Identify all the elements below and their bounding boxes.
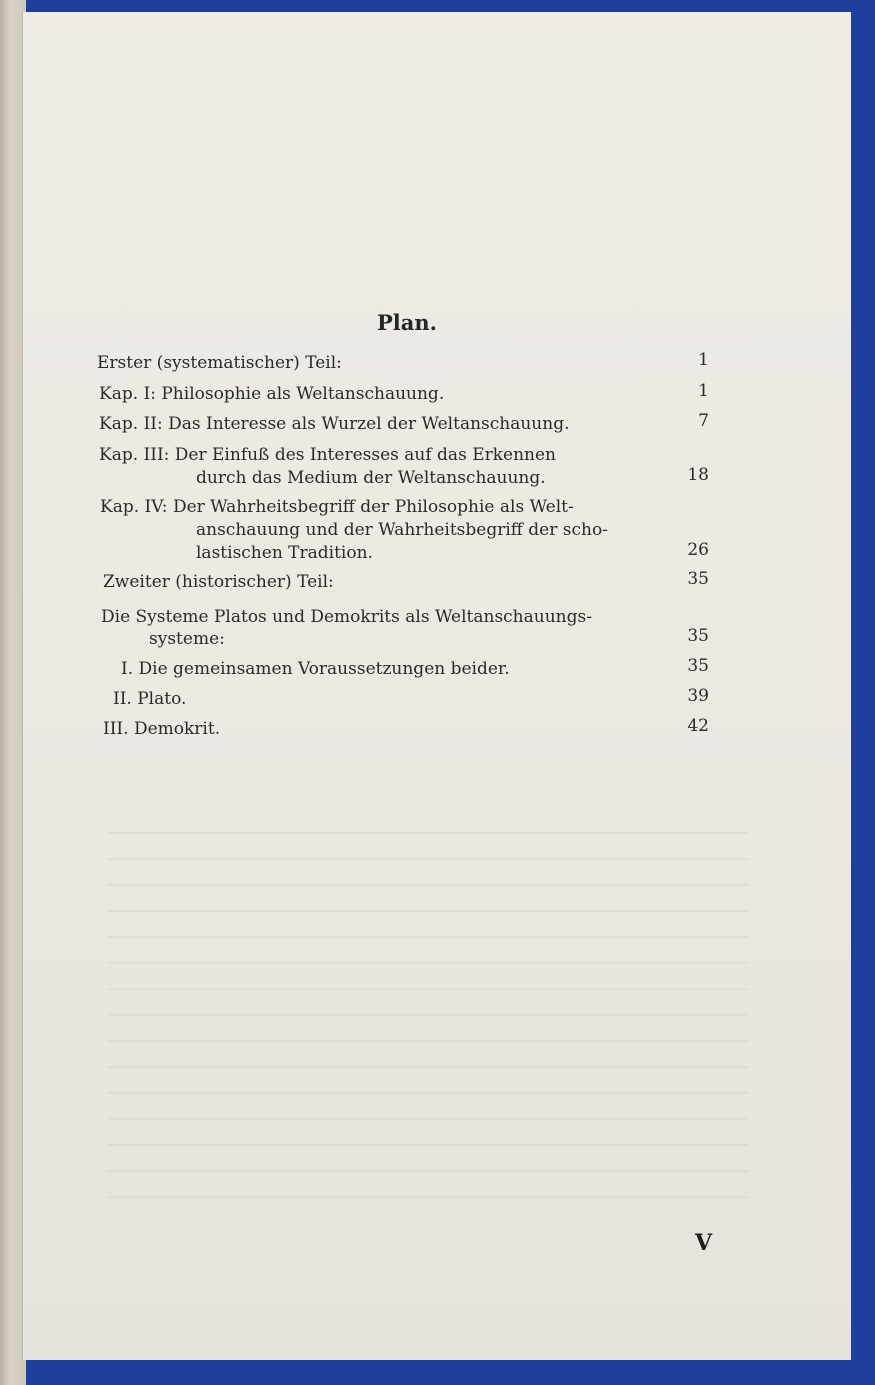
toc-chapter-2: Kap. II: Das Interesse als Wurzel der Weltanschauung. bbox=[99, 414, 570, 434]
page-number: V bbox=[695, 1230, 713, 1256]
page-title: Plan. bbox=[377, 310, 437, 335]
book-page bbox=[22, 12, 851, 1360]
toc-page-number: 39 bbox=[687, 686, 709, 706]
toc-chapter-4-continued: anschauung und der Wahrheitsbegriff der scho- bbox=[196, 520, 608, 540]
toc-section-continued: systeme: bbox=[149, 629, 225, 649]
toc-chapter-1: Kap. I: Philosophie als Weltanschauung. bbox=[99, 384, 445, 404]
toc-subsection-2: II. Plato. bbox=[113, 689, 187, 709]
toc-chapter-4: Kap. IV: Der Wahrheitsbegriff der Philosophie als Welt- bbox=[100, 497, 574, 517]
toc-section: Die Systeme Platos und Demokrits als Weltanschauungs- bbox=[101, 607, 592, 627]
toc-page-number: 7 bbox=[698, 411, 709, 431]
toc-part-2: Zweiter (historischer) Teil: bbox=[103, 572, 334, 592]
toc-page-number: 35 bbox=[687, 626, 709, 646]
toc-page-number: 1 bbox=[698, 350, 709, 370]
toc-page-number: 35 bbox=[687, 656, 709, 676]
show-through-text bbox=[108, 832, 748, 1212]
toc-page-number: 1 bbox=[698, 381, 709, 401]
toc-part-1: Erster (systematischer) Teil: bbox=[97, 353, 342, 373]
toc-page-number: 26 bbox=[687, 540, 709, 560]
toc-chapter-3: Kap. III: Der Einfuß des Interesses auf das Erkennen bbox=[99, 445, 556, 465]
toc-subsection-1: I. Die gemeinsamen Voraussetzungen beider. bbox=[121, 659, 510, 679]
toc-chapter-4-continued: lastischen Tradition. bbox=[196, 543, 373, 563]
toc-chapter-3-continued: durch das Medium der Weltanschauung. bbox=[196, 468, 546, 488]
toc-page-number: 35 bbox=[687, 569, 709, 589]
toc-page-number: 18 bbox=[687, 465, 709, 485]
toc-page-number: 42 bbox=[687, 716, 709, 736]
toc-subsection-3: III. Demokrit. bbox=[103, 719, 221, 739]
